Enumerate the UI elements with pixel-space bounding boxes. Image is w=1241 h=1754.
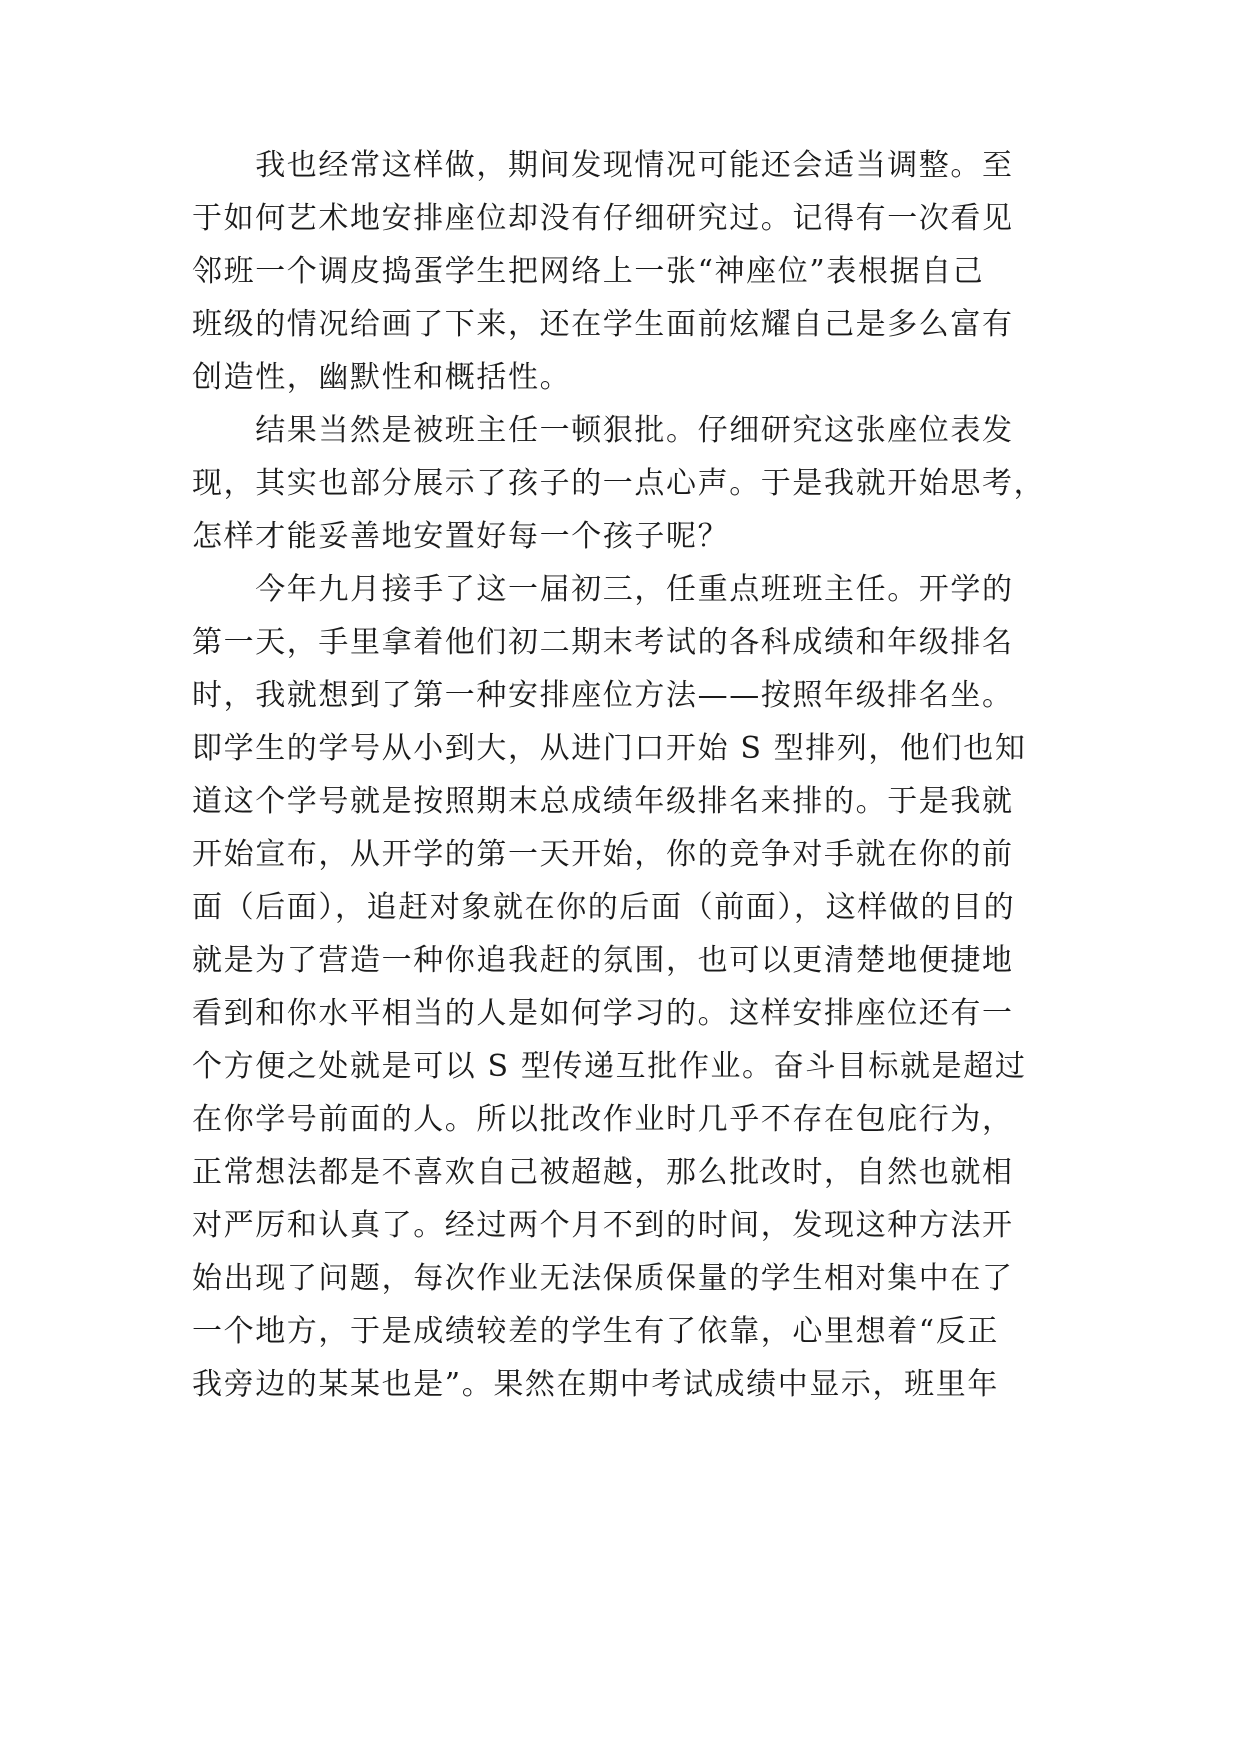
text-line: 怎样才能妥善地安置好每一个孩子呢？ bbox=[192, 519, 730, 554]
text-line: 我旁边的某某也是”。果然在期中考试成绩中显示，班里年 bbox=[192, 1367, 999, 1402]
text-line: 对严厉和认真了。经过两个月不到的时间，发现这种方法开 bbox=[192, 1208, 1014, 1243]
text-line: 个方便之处就是可以 S 型传递互批作业。奋斗目标就是超过 bbox=[192, 1049, 1027, 1084]
text-line: 正常想法都是不喜欢自己被超越，那么批改时，自然也就相 bbox=[192, 1155, 1014, 1190]
text-line: 班级的情况给画了下来，还在学生面前炫耀自己是多么富有 bbox=[192, 307, 1014, 342]
text-line: 面（后面），追赶对象就在你的后面（前面），这样做的目的 bbox=[192, 890, 1016, 925]
text-line: 看到和你水平相当的人是如何学习的。这样安排座位还有一 bbox=[192, 996, 1014, 1031]
text-line: 今年九月接手了这一届初三，任重点班班主任。开学的 bbox=[192, 572, 1014, 607]
text-line: 创造性，幽默性和概括性。 bbox=[192, 360, 572, 395]
text-line: 在你学号前面的人。所以批改作业时几乎不存在包庇行为， bbox=[192, 1102, 1014, 1137]
text-line: 一个地方，于是成绩较差的学生有了依靠，心里想着“反正 bbox=[192, 1314, 999, 1349]
text-line: 即学生的学号从小到大，从进门口开始 S 型排列，他们也知 bbox=[192, 731, 1027, 766]
text-line: 时，我就想到了第一种安排座位方法——按照年级排名坐。 bbox=[192, 678, 1014, 713]
text-line: 就是为了营造一种你追我赶的氛围，也可以更清楚地便捷地 bbox=[192, 943, 1014, 978]
text-line: 邻班一个调皮捣蛋学生把网络上一张“神座位”表根据自己 bbox=[192, 254, 985, 289]
text-line: 始出现了问题，每次作业无法保质保量的学生相对集中在了 bbox=[192, 1261, 1014, 1296]
text-line: 结果当然是被班主任一顿狠批。仔细研究这张座位表发 bbox=[192, 413, 1014, 448]
text-line: 第一天，手里拿着他们初二期末考试的各科成绩和年级排名 bbox=[192, 625, 1014, 660]
text-line: 现，其实也部分展示了孩子的一点心声。于是我就开始思考， bbox=[192, 466, 1046, 501]
text-line: 开始宣布，从开学的第一天开始，你的竞争对手就在你的前 bbox=[192, 837, 1014, 872]
text-line: 我也经常这样做，期间发现情况可能还会适当调整。至 bbox=[192, 148, 1014, 183]
text-line: 道这个学号就是按照期末总成绩年级排名来排的。于是我就 bbox=[192, 784, 1014, 819]
text-line: 于如何艺术地安排座位却没有仔细研究过。记得有一次看见 bbox=[192, 201, 1014, 236]
